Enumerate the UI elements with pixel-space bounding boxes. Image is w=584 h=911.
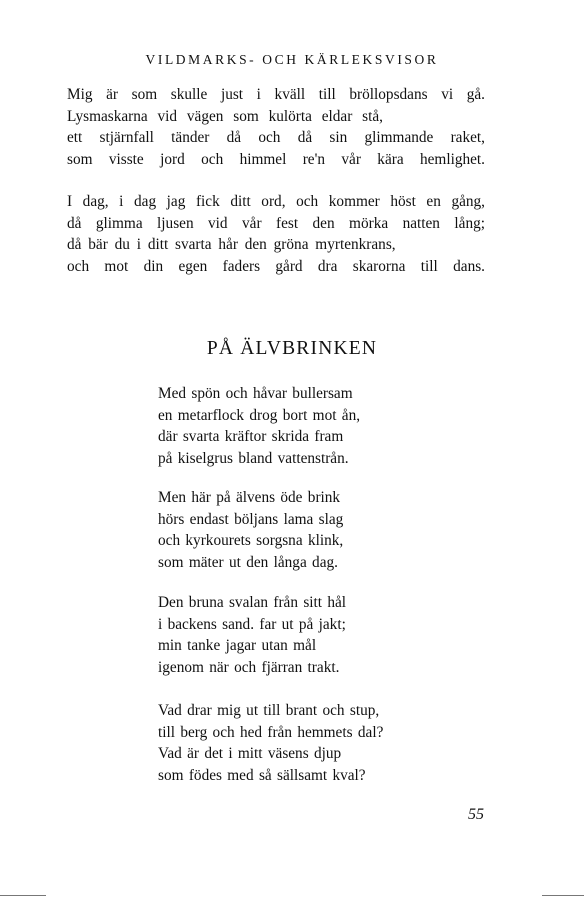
stanza bbox=[158, 592, 346, 679]
verse-line: igenom när och fjärran trakt. bbox=[158, 659, 340, 677]
verse-line: ett stjärnfall tänder då och då sin glimmande raket, bbox=[67, 129, 485, 147]
verse-line: I dag, i dag jag fick ditt ord, och kommer höst en gång, bbox=[67, 193, 485, 210]
scan-edge-line bbox=[0, 895, 46, 896]
verse-line: till berg och hed från hemmets dal? bbox=[158, 723, 384, 741]
verse-line: som mäter ut den långa dag. bbox=[158, 554, 338, 572]
verse-line: som födes med så sällsamt kval? bbox=[158, 767, 366, 785]
scan-edge-line bbox=[542, 895, 584, 896]
verse-line: och kyrkourets sorgsna klink, bbox=[158, 532, 344, 550]
verse-line: då bär du i ditt svarta hår den gröna myrtenkrans, bbox=[67, 236, 396, 254]
verse-line: Men här på älvens öde brink bbox=[158, 489, 341, 506]
verse-line: Vad är det i mitt väsens djup bbox=[158, 745, 342, 763]
poem-title: PÅ ÄLVBRINKEN bbox=[206, 338, 378, 359]
stanza bbox=[158, 487, 343, 574]
stanza bbox=[67, 191, 485, 278]
verse-line: och mot din egen faders gård dra skarorna till dans. bbox=[67, 258, 485, 276]
verse-line: i backens sand. far ut på jakt; bbox=[158, 615, 346, 633]
verse-line: Vad drar mig ut till brant och stup, bbox=[158, 702, 380, 719]
running-head: VILDMARKS- OCH KÄRLEKSVISOR bbox=[145, 52, 439, 67]
stanza bbox=[158, 700, 383, 787]
verse-line: Den bruna svalan från sitt hål bbox=[158, 594, 347, 611]
verse-line: som visste jord och himmel re'n vår kära hemlighet. bbox=[67, 151, 485, 169]
verse-line: min tanke jagar utan mål bbox=[158, 637, 317, 655]
verse-line: där svarta kräftor skrida fram bbox=[158, 428, 344, 446]
page-number: 55 bbox=[468, 806, 484, 823]
verse-line: Lysmaskarna vid vägen som kulörta eldar stå, bbox=[67, 107, 383, 125]
verse-line: då glimma ljusen vid vår fest den mörka natten lång; bbox=[67, 214, 485, 232]
verse-line: på kiselgrus bland vattenstrån. bbox=[158, 450, 349, 468]
verse-line: en metarflock drog bort mot ån, bbox=[158, 406, 361, 424]
stanza bbox=[158, 383, 360, 470]
verse-line: Mig är som skulle just i kväll till bröllopsdans vi gå. bbox=[67, 86, 485, 103]
verse-line: hörs endast böljans lama slag bbox=[158, 510, 344, 528]
verse-line: Med spön och håvar bullersam bbox=[158, 385, 353, 402]
stanza bbox=[67, 84, 485, 171]
